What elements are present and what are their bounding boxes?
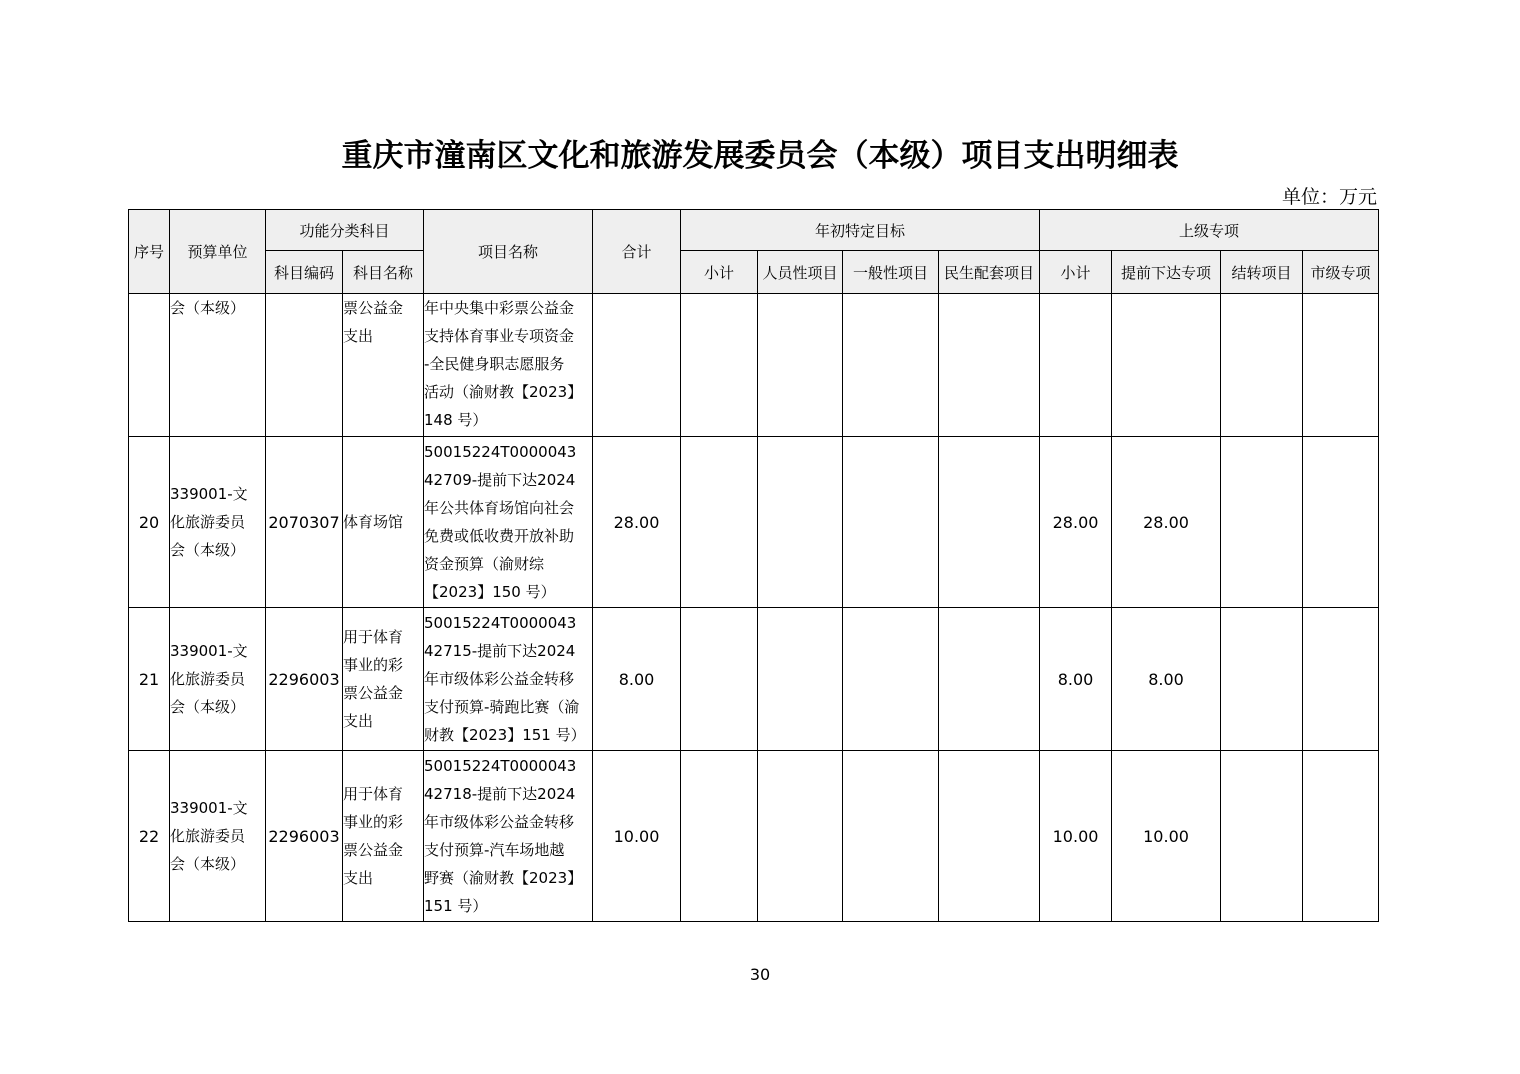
cell-init-subtotal xyxy=(681,608,758,751)
cell-general xyxy=(843,437,939,608)
cell-general xyxy=(843,608,939,751)
cell-livelihood xyxy=(939,294,1040,437)
cell-personnel xyxy=(758,437,843,608)
header-sup-subtotal: 小计 xyxy=(1040,251,1112,294)
cell-subject: 用于体育 事业的彩 票公益金 支出 xyxy=(343,608,424,751)
unit-label: 单位：万元 xyxy=(1281,186,1377,208)
header-code: 科目编码 xyxy=(266,251,343,294)
header-general: 一般性项目 xyxy=(843,251,939,294)
table-row xyxy=(129,608,1379,751)
header-unit: 预算单位 xyxy=(170,210,266,294)
cell-livelihood xyxy=(939,608,1040,751)
header-init-subtotal: 小计 xyxy=(681,251,758,294)
cell-city xyxy=(1303,608,1379,751)
table-row xyxy=(129,437,1379,608)
cell-carryover xyxy=(1221,751,1303,922)
cell-total: 8.00 xyxy=(593,608,681,751)
cell-subject: 票公益金 支出 xyxy=(343,294,424,437)
cell-general xyxy=(843,751,939,922)
cell-code: 2296003 xyxy=(266,751,343,922)
header-row-1 xyxy=(129,210,1379,251)
cell-sup-subtotal: 28.00 xyxy=(1040,437,1112,608)
cell-advance: 10.00 xyxy=(1112,751,1221,922)
header-superior-group: 上级专项 xyxy=(1040,210,1379,251)
cell-code: 2070307 xyxy=(266,437,343,608)
cell-sup-subtotal: 10.00 xyxy=(1040,751,1112,922)
cell-init-subtotal xyxy=(681,751,758,922)
cell-code: 2296003 xyxy=(266,608,343,751)
cell-sup-subtotal: 8.00 xyxy=(1040,608,1112,751)
cell-city xyxy=(1303,437,1379,608)
cell-personnel xyxy=(758,751,843,922)
cell-seq xyxy=(129,294,170,437)
cell-sup-subtotal xyxy=(1040,294,1112,437)
table-row xyxy=(129,294,1379,437)
cell-init-subtotal xyxy=(681,294,758,437)
cell-personnel xyxy=(758,294,843,437)
cell-project: 50015224T0000043 42709-提前下达2024 年公共体育场馆向社会 免费或低收费开放补助 资金预算（渝财综 【2023】150 号） xyxy=(424,437,593,608)
header-city: 市级专项 xyxy=(1303,251,1379,294)
header-row-2 xyxy=(129,251,1379,294)
header-project-name: 项目名称 xyxy=(424,210,593,294)
cell-city xyxy=(1303,751,1379,922)
cell-carryover xyxy=(1221,608,1303,751)
cell-unit: 339001-文 化旅游委员 会（本级） xyxy=(170,751,266,922)
cell-total xyxy=(593,294,681,437)
cell-general xyxy=(843,294,939,437)
header-initial-group: 年初特定目标 xyxy=(681,210,1040,251)
cell-unit: 会（本级） xyxy=(170,294,266,437)
page-number: 30 xyxy=(749,965,771,984)
cell-advance: 8.00 xyxy=(1112,608,1221,751)
cell-project: 50015224T0000043 42715-提前下达2024 年市级体彩公益金转移 支付预算-骑跑比赛（渝 财教【2023】151 号） xyxy=(424,608,593,751)
project-expenditure-table xyxy=(128,209,1379,922)
cell-carryover xyxy=(1221,294,1303,437)
header-subject-name: 科目名称 xyxy=(343,251,424,294)
cell-project: 年中央集中彩票公益金 支持体育事业专项资金 -全民健身职志愿服务 活动（渝财教【2023】 148 号） xyxy=(424,294,593,437)
cell-init-subtotal xyxy=(681,437,758,608)
cell-personnel xyxy=(758,608,843,751)
cell-unit: 339001-文 化旅游委员 会（本级） xyxy=(170,608,266,751)
header-func-group: 功能分类科目 xyxy=(266,210,424,251)
cell-total: 10.00 xyxy=(593,751,681,922)
header-total: 合计 xyxy=(593,210,681,294)
cell-city xyxy=(1303,294,1379,437)
cell-advance: 28.00 xyxy=(1112,437,1221,608)
header-carryover: 结转项目 xyxy=(1221,251,1303,294)
document-title: 重庆市潼南区文化和旅游发展委员会（本级）项目支出明细表 xyxy=(341,138,1179,174)
header-livelihood: 民生配套项目 xyxy=(939,251,1040,294)
cell-seq: 21 xyxy=(129,608,170,751)
cell-livelihood xyxy=(939,437,1040,608)
cell-project: 50015224T0000043 42718-提前下达2024 年市级体彩公益金转移 支付预算-汽车场地越 野赛（渝财教【2023】 151 号） xyxy=(424,751,593,922)
cell-subject: 用于体育 事业的彩 票公益金 支出 xyxy=(343,751,424,922)
cell-code xyxy=(266,294,343,437)
header-personnel: 人员性项目 xyxy=(758,251,843,294)
cell-advance xyxy=(1112,294,1221,437)
cell-livelihood xyxy=(939,751,1040,922)
cell-carryover xyxy=(1221,437,1303,608)
cell-subject: 体育场馆 xyxy=(343,437,424,608)
cell-total: 28.00 xyxy=(593,437,681,608)
header-advance: 提前下达专项 xyxy=(1112,251,1221,294)
cell-seq: 20 xyxy=(129,437,170,608)
cell-seq: 22 xyxy=(129,751,170,922)
table-row xyxy=(129,751,1379,922)
cell-unit: 339001-文 化旅游委员 会（本级） xyxy=(170,437,266,608)
header-seq: 序号 xyxy=(129,210,170,294)
